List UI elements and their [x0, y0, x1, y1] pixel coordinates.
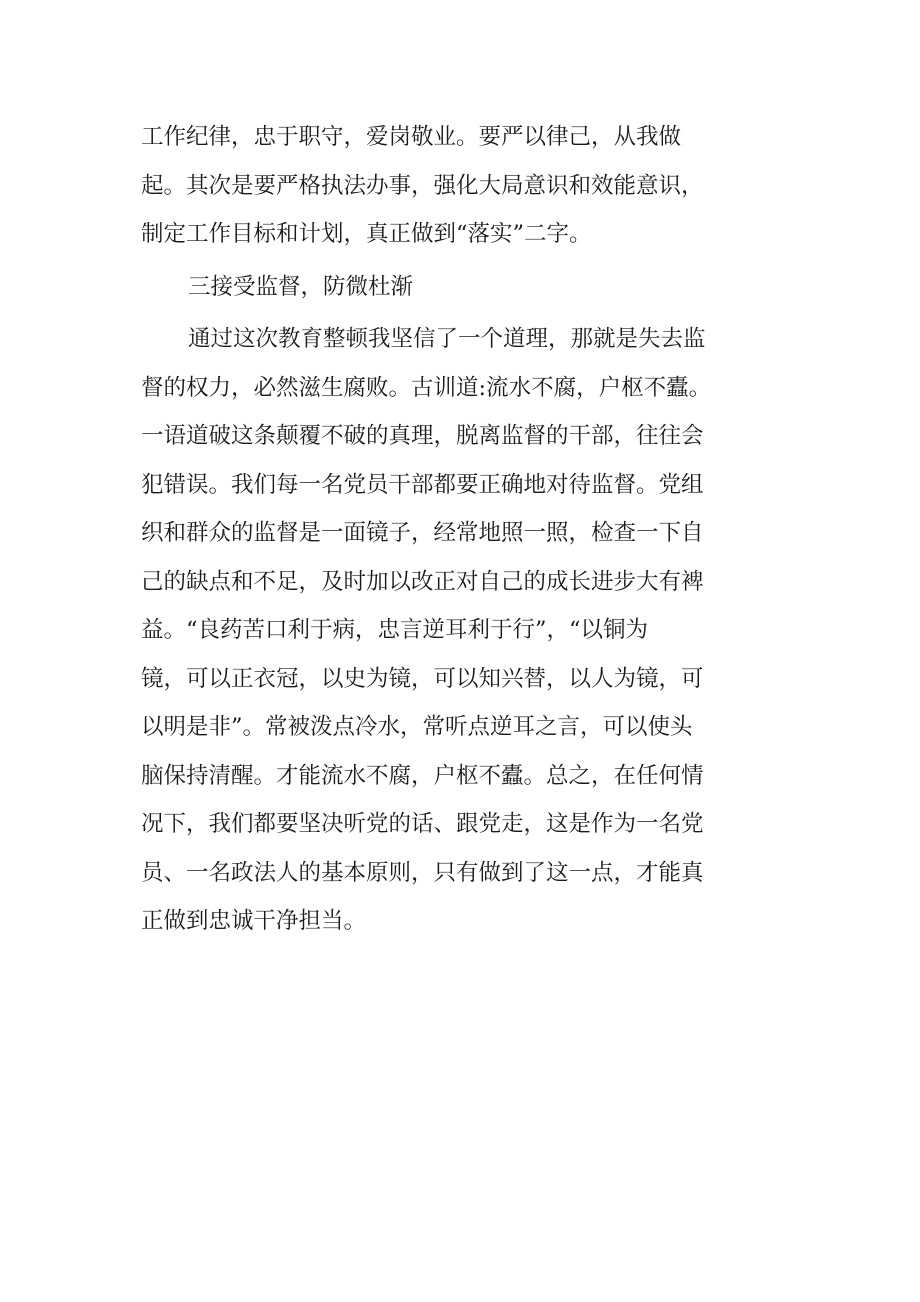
paragraph-accept-supervision — [141, 315, 781, 946]
text-line: 正做到忠诚干净担当。 — [141, 908, 367, 934]
text-line: 制定工作目标和计划，真正做到“落实”二字。 — [141, 221, 592, 247]
text-line: 起。其次是要严格执法办事，强化大局意识和效能意识， — [141, 172, 704, 199]
text-line: 益。“良药苦口利于病，忠言逆耳利于行”，“以铜为 — [141, 617, 649, 643]
text-line: 员、一名政法人的基本原则，只有做到了这一点，才能真 — [141, 859, 704, 886]
text-line: 镜，可以正衣冠，以史为镜，可以知兴替，以人为镜，可 — [141, 665, 704, 692]
text-line: 工作纪律，忠于职守，爱岗敬业。要严以律己，从我做 — [141, 124, 682, 150]
document-body — [141, 113, 781, 946]
text-line: 一语道破这条颠覆不破的真理，脱离监督的干部，往往会 — [141, 423, 704, 449]
text-line: 况下，我们都要坚决听党的话、跟党走，这是作为一名党 — [141, 811, 704, 837]
text-line: 通过这次教育整顿我坚信了一个道理，那就是失去监 — [188, 326, 706, 352]
text-line: 脑保持清醒。才能流水不腐，户枢不蠹。总之，在任何情 — [141, 762, 704, 789]
text-line: 督的权力，必然滋生腐败。古训道:流水不腐，户枢不蠹。 — [141, 374, 712, 401]
text-line: 己的缺点和不足，及时加以改正对自己的成长进步大有裨 — [141, 568, 704, 595]
paragraph-work-discipline — [141, 113, 781, 259]
text-line: 织和群众的监督是一面镜子，经常地照一照，检查一下自 — [141, 520, 704, 546]
section-heading: 三接受监督，防微杜渐 — [188, 273, 414, 300]
text-line: 以明是非”。常被泼点冷水，常听点逆耳之言，可以使头 — [141, 714, 693, 740]
text-line: 犯错误。我们每一名党员干部都要正确地对待监督。党组 — [141, 471, 704, 498]
